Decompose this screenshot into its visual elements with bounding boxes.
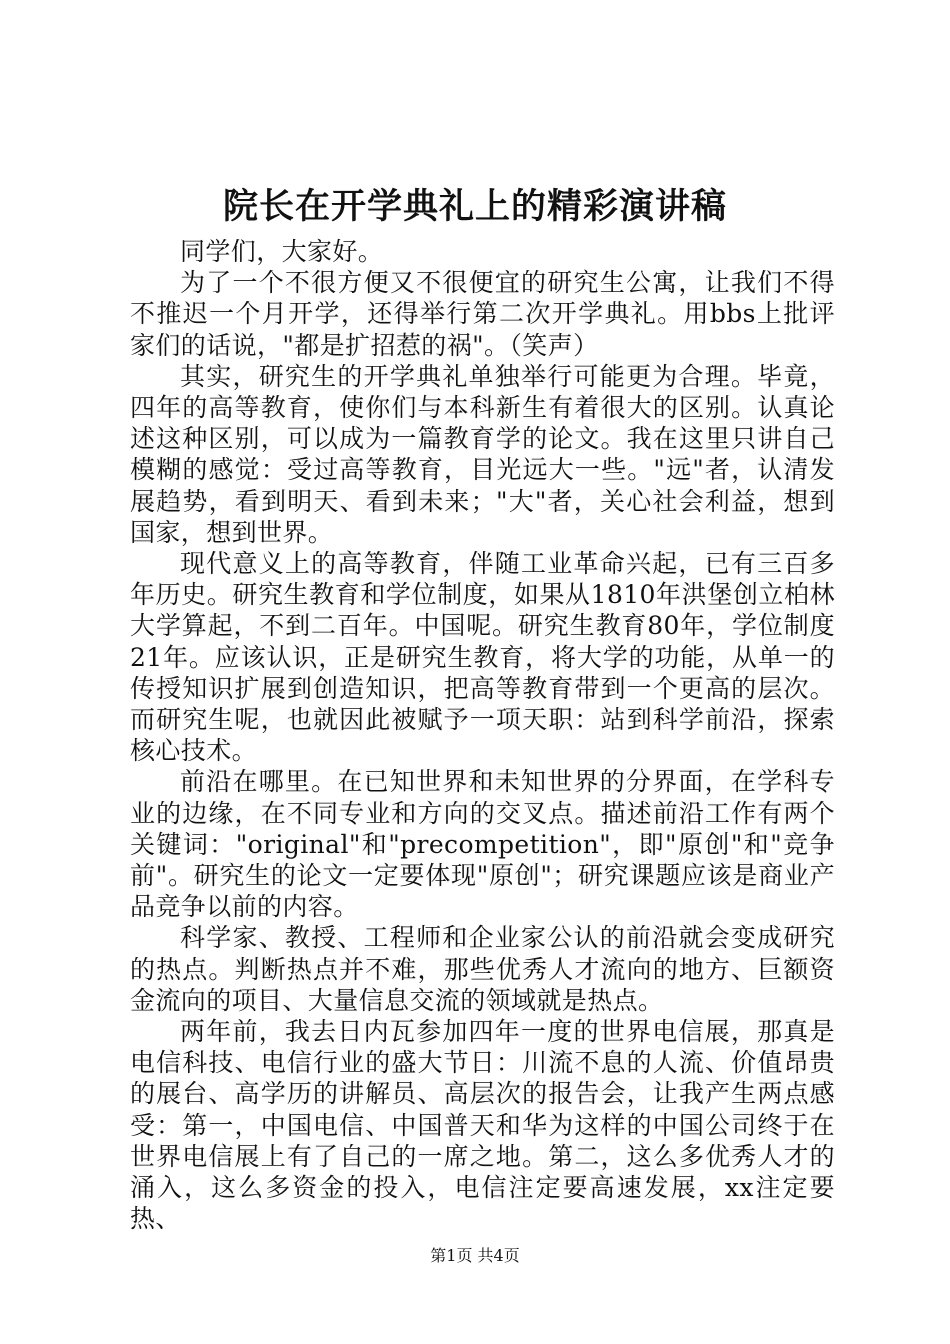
paragraph-geneva-telecom: 两年前，我去日内瓦参加四年一度的世界电信展，那真是电信科技、电信行业的盛大节日：川流不息的人流、价值昂贵的展台、高学历的讲解员、高层次的报告会，让我产生两点感受：第一，中国电信、中国普天和华为这样的中国公司终于在世界电信展上有了自己的一席之地。第二，这么多优秀人才的涌入，这么多资金的投入，电信注定要高速发展，xx注定要热、 <box>130 1017 835 1234</box>
document-body <box>130 236 835 1235</box>
paragraph-frontier: 前沿在哪里。在已知世界和未知世界的分界面，在学科专业的边缘，在不同专业和方向的交叉点。描述前沿工作有两个关键词："original"和"precompetition"，即"原创"和"竞争前"。研究生的论文一定要体现"原创"；研究课题应该是商业产品竞争以前的内容。 <box>130 767 835 922</box>
page-title: 院长在开学典礼上的精彩演讲稿 <box>222 186 727 227</box>
paragraph-research-hotspot: 科学家、教授、工程师和企业家公认的前沿就会变成研究的热点。判断热点并不难，那些优秀人才流向的地方、巨额资金流向的项目、大量信息交流的领域就是热点。 <box>130 923 835 1015</box>
page-number-footer: 第1页 共4页 <box>430 1246 520 1265</box>
paragraph-higher-education-history: 现代意义上的高等教育，伴随工业革命兴起，已有三百多年历史。研究生教育和学位制度，如果从1810年洪堡创立柏林大学算起，不到二百年。中国呢。研究生教育80年，学位制度21年。应该认识，正是研究生教育，将大学的功能，从单一的传授知识扩展到创造知识，把高等教育带到一个更高的层次。而研究生呢，也就因此被赋予一项天职：站到科学前沿，探索核心技术。 <box>130 549 835 766</box>
paragraph-greeting: 同学们，大家好。 <box>180 237 384 266</box>
paragraph-graduate-ceremony: 其实，研究生的开学典礼单独举行可能更为合理。毕竟，四年的高等教育，使你们与本科新生有着很大的区别。认真论述这种区别，可以成为一篇教育学的论文。我在这里只讲自己模糊的感觉：受过高等教育，目光远大一些。"远"者，认清发展趋势，看到明天、看到未来；"大"者，关心社会利益，想到国家，想到世界。 <box>130 361 835 547</box>
paragraph-apartment: 为了一个不很方便又不很便宜的研究生公寓，让我们不得不推迟一个月开学，还得举行第二次开学典礼。用bbs上批评家们的话说，"都是扩招惹的祸"。（笑声） <box>130 268 835 360</box>
